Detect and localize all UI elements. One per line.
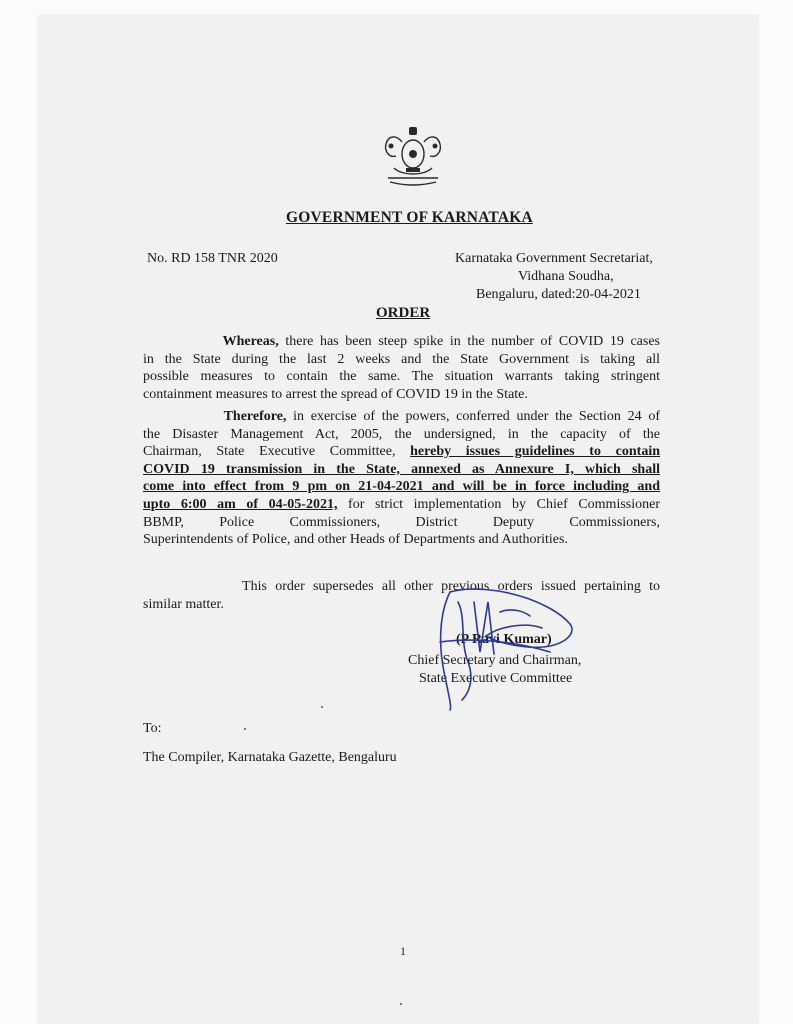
scan-speck	[321, 706, 323, 708]
signatory-designation: Chief Secretary and Chairman,	[408, 653, 582, 668]
scan-speck	[244, 728, 246, 730]
supersedes-paragraph: This order supersedes all other previous orders issued pertaining to similar matter.	[143, 579, 661, 612]
order-heading: ORDER	[376, 305, 431, 321]
address-date-line: Bengaluru, dated:20-04-2021	[476, 287, 641, 302]
government-title: GOVERNMENT OF KARNATAKA	[286, 209, 533, 226]
address-line-1: Karnataka Government Secretariat,	[455, 251, 653, 266]
scan-speck	[400, 1003, 402, 1005]
recipient: The Compiler, Karnataka Gazette, Bengaluru	[143, 750, 397, 765]
therefore-lead: Therefore,	[223, 409, 287, 424]
therefore-paragraph: Therefore, in exercise of the powers, conferred under the Section 24 of the Disaster Management Act, 2005, the undersigned, in the capacity of the Chairman, State Executive Committee, hereby issues guidelines to contain COVID 19 transmission in the State, annexed as Annexure I, which shall come into effect from 9 pm on 21-04-2021 and will be in force including and upto 6:00 am of 04-05-2021, for strict implementation by Chief Commissioner BBMP, Police Commissioners, District Deputy Commissioners, Superintendents of Police, and other Heads of Departments and Authorities.	[143, 409, 661, 548]
page-number: 1	[400, 944, 406, 958]
whereas-lead: Whereas,	[222, 334, 279, 349]
address-line-2: Vidhana Soudha,	[518, 269, 614, 284]
handwritten-signature	[430, 582, 580, 712]
to-label: To:	[143, 721, 162, 736]
guidelines-highlight: hereby issues guidelines to contain	[410, 444, 660, 460]
signatory-committee: State Executive Committee	[419, 671, 573, 686]
state-emblem-icon	[376, 124, 450, 188]
signatory-name: (P Ravi Kumar)	[456, 632, 552, 647]
whereas-paragraph: Whereas, there has been steep spike in the number of COVID 19 cases in the State during the last 2 weeks and the State Government is taking all possible measures to contain the same. The situation warrants taking stringent containment measures to arrest the spread of COVID 19 in the State.	[143, 334, 660, 402]
reference-number: No. RD 158 TNR 2020	[147, 251, 278, 266]
